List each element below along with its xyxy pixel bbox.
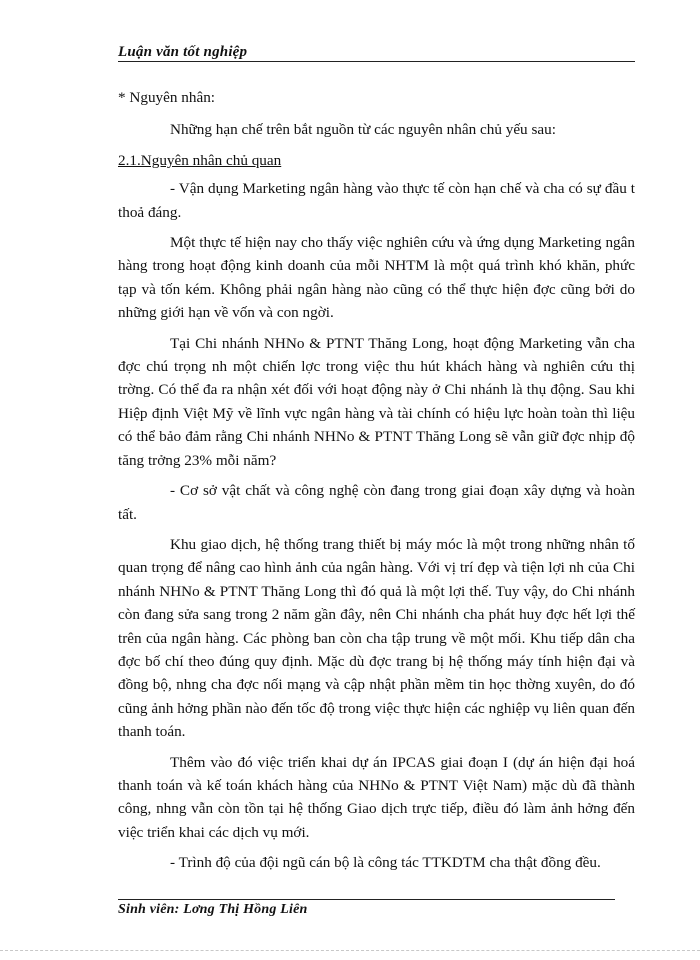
page-bottom-edge bbox=[0, 950, 700, 951]
section-heading: 2.1.Nguyên nhân chủ quan bbox=[118, 151, 282, 169]
paragraph-6: Thêm vào đó việc triển khai dự án IPCAS giai đoạn I (dự án hiện đại hoá thanh toán và kế toán khách hàng của NHNo & PTNT Việt Nam) mặc dù đã thành công, nhng vẫn còn tồn tại hệ thống Giao dịch trực tiếp, điều đó làm ảnh hởng đến việc triển khai các dịch vụ mới. bbox=[118, 753, 635, 841]
document-header-title: Luận văn tốt nghiệp bbox=[118, 44, 248, 60]
paragraph-4: - Cơ sở vật chất và công nghệ còn đang trong giai đoạn xây dựng và hoàn tất. bbox=[118, 482, 635, 523]
paragraph-7: - Trình độ của đội ngũ cán bộ là công tác TTKDTM cha thật đồng đều. bbox=[170, 854, 601, 872]
paragraph-3: Tại Chi nhánh NHNo & PTNT Thăng Long, hoạt động Marketing vẫn cha đợc chú trọng nh một chiến lợc trong việc thu hút khách hàng và nghiên cứu thị trờng. Có thể đa ra nhận xét đối với hoạt động này ở Chi nhánh là thụ động. Sau khi Hiệp định Việt Mỹ về lĩnh vực ngân hàng và tài chính có hiệu lực hoàn toàn thì liệu có thể bảo đảm rằng Chi nhánh NHNo & PTNT Thăng Long sẽ vẫn giữ đợc nhịp độ tăng trởng 23% mỗi năm? bbox=[118, 334, 635, 469]
paragraph-1: - Vận dụng Marketing ngân hàng vào thực tế còn hạn chế và cha có sự đầu t thoả đáng. bbox=[118, 180, 635, 221]
paragraph-2: Một thực tế hiện nay cho thấy việc nghiên cứu và ứng dụng Marketing ngân hàng trong hoạt động kinh doanh của mỗi NHTM là một quá trình khó khăn, phức tạp và tốn kém. Không phải ngân hàng nào cũng có thể thực hiện đợc cũng bởi do những giới hạn về vốn và con ngời. bbox=[118, 234, 635, 322]
document-body bbox=[118, 86, 635, 882]
header-divider bbox=[118, 61, 635, 62]
intro-paragraph: Những hạn chế trên bắt nguồn từ các nguyên nhân chủ yếu sau: bbox=[170, 121, 556, 139]
paragraph-5: Khu giao dịch, hệ thống trang thiết bị máy móc là một trong những nhân tố quan trọng để nâng cao hình ảnh của ngân hàng. Với vị trí đẹp và tiện lợi nh của Chi nhánh NHNo & PTNT Thăng Long thì đó quả là một lợi thế. Tuy vậy, do Chi nhánh còn đang sửa sang trong 2 năm gần đây, nên Chi nhánh cha phát huy đợc hết lợi thế trên của ngân hàng. Các phòng ban còn cha tập trung về một mối. Khu tiếp dân cha đợc bố chí theo đúng quy định. Mặc dù đợc trang bị hệ thống máy tính hiện đại và đồng bộ, nhng cha đợc nối mạng và cập nhật phần mềm tin học thờng xuyên, do đó cũng ảnh hởng phần nào đến tốc độ trong việc thực hiện các nghiệp vụ liên quan đến thanh toán. bbox=[118, 535, 635, 741]
cause-label: * Nguyên nhân: bbox=[118, 89, 216, 106]
footer-divider bbox=[118, 899, 615, 900]
footer-author: Sinh viên: Lơng Thị Hồng Liên bbox=[118, 902, 308, 917]
